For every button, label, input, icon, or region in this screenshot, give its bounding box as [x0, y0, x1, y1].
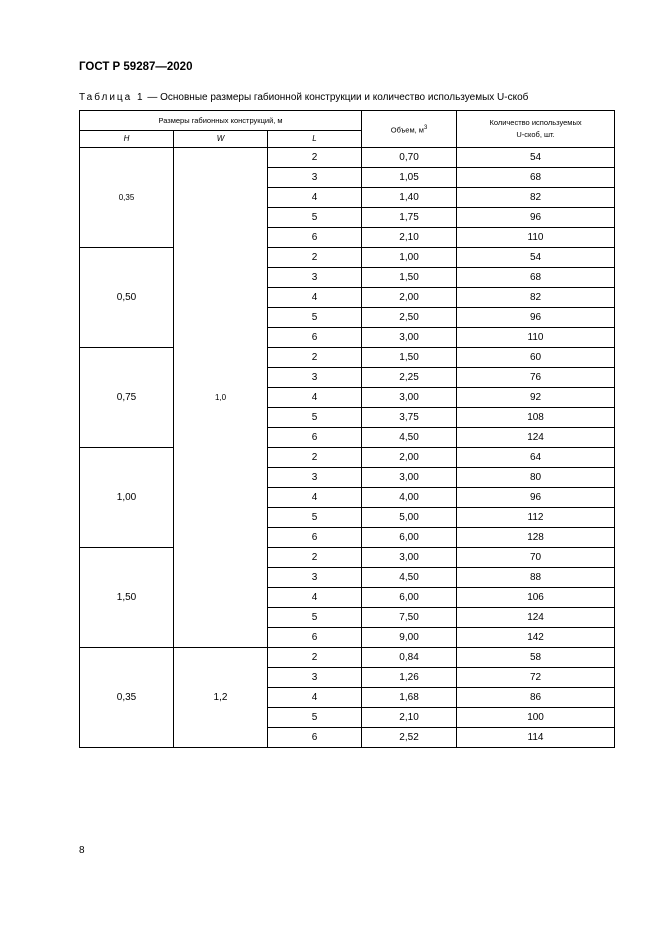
count-value-cell: 96	[457, 488, 615, 508]
count-value-cell: 72	[457, 668, 615, 688]
l-column-header: L	[268, 131, 362, 148]
l-value-cell: 6	[268, 328, 362, 348]
count-value-cell: 58	[457, 648, 615, 668]
volume-value-cell: 1,40	[362, 188, 457, 208]
volume-value-cell: 0,84	[362, 648, 457, 668]
table-row	[80, 648, 615, 668]
dimensions-group-header: Размеры габионных конструкций, м	[80, 111, 362, 131]
l-value-cell: 3	[268, 568, 362, 588]
l-value-cell: 6	[268, 428, 362, 448]
volume-value-cell: 3,75	[362, 408, 457, 428]
count-value-cell: 110	[457, 228, 615, 248]
table-caption-text: — Основные размеры габионной конструкции и количество используемых U-скоб	[144, 92, 529, 103]
count-value-cell: 96	[457, 308, 615, 328]
h-value-cell: 0,35	[80, 148, 174, 248]
volume-value-cell: 2,10	[362, 708, 457, 728]
volume-value-cell: 6,00	[362, 588, 457, 608]
count-value-cell: 96	[457, 208, 615, 228]
l-value-cell: 2	[268, 248, 362, 268]
count-column-header	[457, 111, 615, 148]
count-header-line1: Количество используемых	[489, 118, 582, 127]
l-value-cell: 4	[268, 588, 362, 608]
l-value-cell: 2	[268, 548, 362, 568]
count-value-cell: 92	[457, 388, 615, 408]
l-value-cell: 5	[268, 308, 362, 328]
table-row	[80, 248, 615, 268]
l-value-cell: 3	[268, 468, 362, 488]
document-title: ГОСТ Р 59287—2020	[79, 61, 193, 73]
gabion-dimensions-table	[79, 110, 615, 748]
h-column-header: H	[80, 131, 174, 148]
count-value-cell: 76	[457, 368, 615, 388]
l-value-cell: 6	[268, 228, 362, 248]
count-value-cell: 108	[457, 408, 615, 428]
volume-value-cell: 9,00	[362, 628, 457, 648]
count-value-cell: 86	[457, 688, 615, 708]
volume-value-cell: 1,50	[362, 348, 457, 368]
volume-value-cell: 2,00	[362, 448, 457, 468]
volume-value-cell: 1,00	[362, 248, 457, 268]
volume-value-cell: 3,00	[362, 548, 457, 568]
l-value-cell: 5	[268, 408, 362, 428]
count-value-cell: 112	[457, 508, 615, 528]
h-value-cell: 0,75	[80, 348, 174, 448]
table-caption	[79, 92, 528, 103]
volume-value-cell: 2,10	[362, 228, 457, 248]
volume-header-text: Объем, м	[390, 125, 424, 135]
volume-value-cell: 4,50	[362, 428, 457, 448]
volume-value-cell: 6,00	[362, 528, 457, 548]
l-value-cell: 5	[268, 508, 362, 528]
count-value-cell: 80	[457, 468, 615, 488]
volume-value-cell: 3,00	[362, 468, 457, 488]
l-value-cell: 5	[268, 708, 362, 728]
h-value-cell: 0,50	[80, 248, 174, 348]
l-value-cell: 2	[268, 148, 362, 168]
count-value-cell: 54	[457, 148, 615, 168]
volume-value-cell: 2,50	[362, 308, 457, 328]
l-value-cell: 2	[268, 448, 362, 468]
count-value-cell: 64	[457, 448, 615, 468]
l-value-cell: 4	[268, 288, 362, 308]
count-value-cell: 68	[457, 268, 615, 288]
volume-value-cell: 2,00	[362, 288, 457, 308]
table-row	[80, 348, 615, 368]
count-value-cell: 68	[457, 168, 615, 188]
count-value-cell: 54	[457, 248, 615, 268]
l-value-cell: 4	[268, 388, 362, 408]
volume-value-cell: 5,00	[362, 508, 457, 528]
l-value-cell: 3	[268, 168, 362, 188]
table-row	[80, 448, 615, 468]
h-value-cell: 1,00	[80, 448, 174, 548]
l-value-cell: 2	[268, 648, 362, 668]
volume-value-cell: 1,05	[362, 168, 457, 188]
h-value-cell: 1,50	[80, 548, 174, 648]
volume-value-cell: 2,52	[362, 728, 457, 748]
table-row	[80, 148, 615, 168]
count-value-cell: 88	[457, 568, 615, 588]
volume-value-cell: 4,50	[362, 568, 457, 588]
volume-value-cell: 4,00	[362, 488, 457, 508]
table-row	[80, 548, 615, 568]
count-value-cell: 114	[457, 728, 615, 748]
l-value-cell: 4	[268, 188, 362, 208]
volume-value-cell: 0,70	[362, 148, 457, 168]
l-value-cell: 3	[268, 368, 362, 388]
count-value-cell: 82	[457, 288, 615, 308]
volume-value-cell: 3,00	[362, 328, 457, 348]
w-value-cell: 1,2	[174, 648, 268, 748]
count-value-cell: 110	[457, 328, 615, 348]
volume-value-cell: 7,50	[362, 608, 457, 628]
table-header-row	[80, 111, 615, 131]
count-value-cell: 124	[457, 608, 615, 628]
count-value-cell: 70	[457, 548, 615, 568]
w-value-cell: 1,0	[174, 148, 268, 648]
volume-value-cell: 2,25	[362, 368, 457, 388]
table-caption-label: Таблица 1	[79, 92, 145, 103]
volume-value-cell: 1,75	[362, 208, 457, 228]
count-value-cell: 100	[457, 708, 615, 728]
table-body	[80, 111, 615, 748]
count-value-cell: 142	[457, 628, 615, 648]
count-value-cell: 106	[457, 588, 615, 608]
volume-value-cell: 1,68	[362, 688, 457, 708]
l-value-cell: 5	[268, 608, 362, 628]
l-value-cell: 3	[268, 668, 362, 688]
w-column-header: W	[174, 131, 268, 148]
l-value-cell: 6	[268, 528, 362, 548]
l-value-cell: 6	[268, 628, 362, 648]
l-value-cell: 4	[268, 688, 362, 708]
l-value-cell: 5	[268, 208, 362, 228]
volume-column-header	[362, 111, 457, 148]
count-value-cell: 82	[457, 188, 615, 208]
count-header-line2: U-скоб, шт.	[516, 130, 555, 139]
l-value-cell: 6	[268, 728, 362, 748]
l-value-cell: 3	[268, 268, 362, 288]
volume-header-sup: 3	[423, 124, 428, 131]
count-value-cell: 128	[457, 528, 615, 548]
volume-value-cell: 1,26	[362, 668, 457, 688]
h-value-cell: 0,35	[80, 648, 174, 748]
count-value-cell: 60	[457, 348, 615, 368]
volume-value-cell: 1,50	[362, 268, 457, 288]
volume-value-cell: 3,00	[362, 388, 457, 408]
l-value-cell: 4	[268, 488, 362, 508]
page-number: 8	[79, 845, 85, 856]
l-value-cell: 2	[268, 348, 362, 368]
count-value-cell: 124	[457, 428, 615, 448]
